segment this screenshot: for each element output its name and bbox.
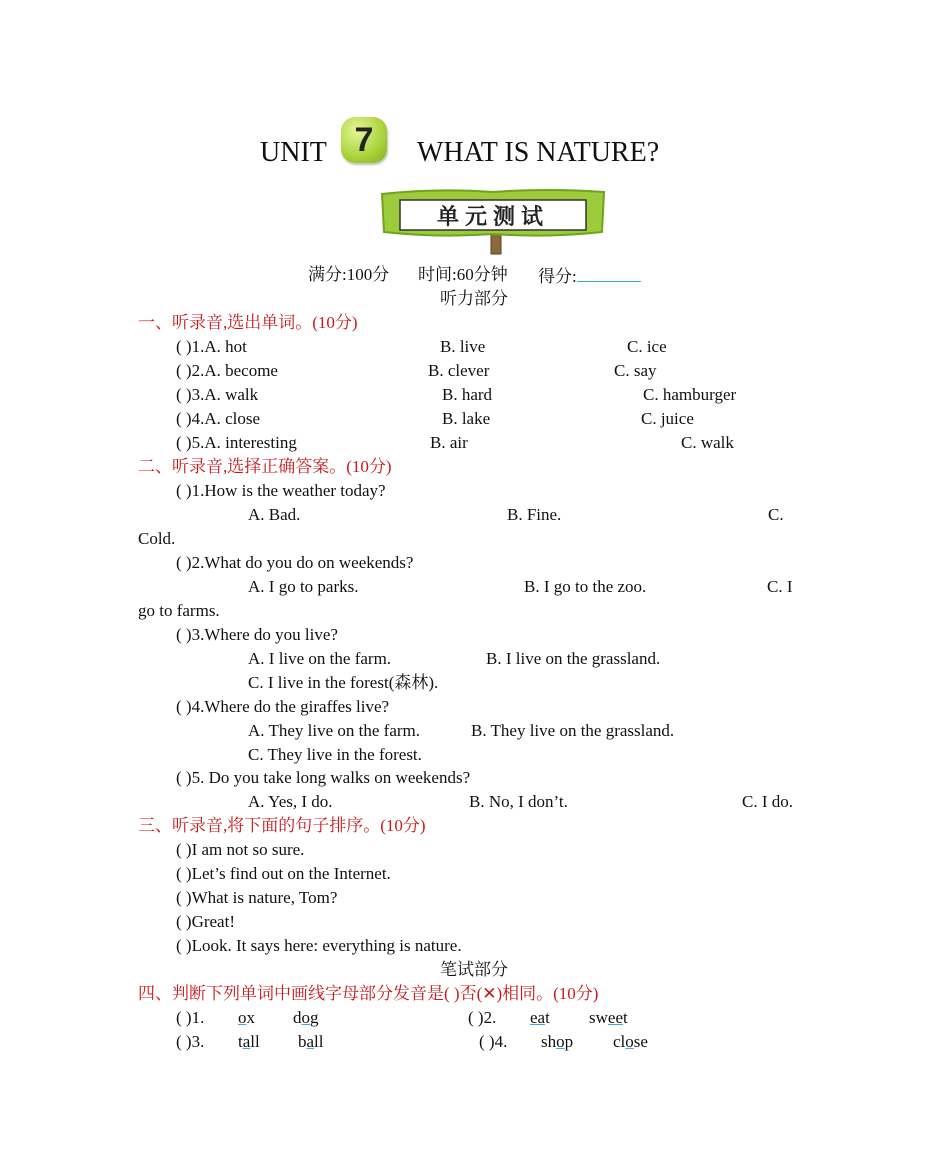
- s3-item2: ( )Let’s find out on the Internet.: [176, 864, 391, 883]
- score-blank[interactable]: [577, 265, 641, 282]
- s1-q2: ( )2.A. become: [176, 361, 278, 380]
- s4-q2-word2: sweet: [589, 1008, 628, 1027]
- underlined-letters: o: [238, 1008, 247, 1027]
- s4-q4-word2: close: [613, 1032, 648, 1051]
- s4-q1-prefix: ( )1.: [176, 1008, 205, 1027]
- s2-q4-c: C. They live in the forest.: [248, 745, 422, 764]
- unit-label: UNIT: [260, 137, 327, 168]
- s1-q3-c: C. hamburger: [643, 385, 737, 404]
- s4-q4-prefix: ( )4.: [479, 1032, 508, 1051]
- s1-q2-b: B. clever: [428, 361, 490, 380]
- s4-q3-word1: tall: [238, 1032, 260, 1051]
- underlined-letters: a: [306, 1032, 315, 1051]
- s1-q5-c: C. walk: [681, 433, 734, 452]
- s2-q5: ( )5. Do you take long walks on weekends?: [176, 768, 471, 787]
- s2-q2-a: A. I go to parks.: [248, 577, 359, 596]
- s4-q2-word1: eat: [530, 1008, 550, 1027]
- s2-q1-b: B. Fine.: [507, 505, 562, 524]
- underlined-letters: o: [301, 1008, 310, 1027]
- s1-q1-c: C. ice: [627, 337, 667, 356]
- s2-q2: ( )2.What do you do on weekends?: [176, 553, 414, 572]
- sign-text: 单元测试: [436, 205, 550, 230]
- sign-board-graphic: [378, 186, 608, 256]
- unit-title: WHAT IS NATURE?: [417, 137, 660, 168]
- s2-q4: ( )4.Where do the giraffes live?: [176, 697, 390, 716]
- s1-q4-b: B. lake: [442, 409, 491, 428]
- s4-q1-word2: dog: [293, 1008, 319, 1027]
- s2-q4-a: A. They live on the farm.: [248, 721, 421, 740]
- s4-q3-word2: ball: [298, 1032, 324, 1051]
- s1-q2-c: C. say: [614, 361, 657, 380]
- unit-number-badge: [341, 117, 387, 163]
- s2-q1-c-end: Cold.: [138, 529, 176, 548]
- underlined-letters: o: [625, 1032, 634, 1051]
- underlined-letters: a: [242, 1032, 251, 1051]
- section1-title: 一、听录音,选出单词。(10分): [138, 313, 358, 332]
- s2-q1-a: A. Bad.: [248, 505, 301, 524]
- underlined-letters: ea: [530, 1008, 546, 1027]
- time-limit: 时间:60分钟: [418, 265, 508, 284]
- full-score: 满分:100分: [308, 265, 390, 284]
- section3-title: 三、听录音,将下面的句子排序。(10分): [138, 816, 426, 835]
- score-label: 得分:: [538, 267, 577, 286]
- section4-title: 四、判断下列单词中画线字母部分发音是( )否(✕)相同。(10分): [138, 984, 599, 1003]
- s1-q5-b: B. air: [430, 433, 468, 452]
- s2-q2-c-start: C. I: [767, 577, 793, 596]
- s1-q4: ( )4.A. close: [176, 409, 261, 428]
- s1-q1-b: B. live: [440, 337, 486, 356]
- score-field: [538, 265, 641, 287]
- s2-q1-c-start: C.: [768, 505, 784, 524]
- s4-q1-word1: ox: [238, 1008, 255, 1027]
- s1-q5: ( )5.A. interesting: [176, 433, 297, 452]
- s3-item4: ( )Great!: [176, 912, 235, 931]
- s2-q4-b: B. They live on the grassland.: [471, 721, 675, 740]
- listening-part-heading: 听力部分: [440, 289, 508, 308]
- s2-q3: ( )3.Where do you live?: [176, 625, 338, 644]
- s2-q3-c: C. I live in the forest(森林).: [248, 673, 439, 692]
- s4-q2-prefix: ( )2.: [468, 1008, 497, 1027]
- section2-title: 二、听录音,选择正确答案。(10分): [138, 457, 392, 476]
- s4-q4-word1: shop: [541, 1032, 574, 1051]
- s2-q5-b: B. No, I don’t.: [469, 792, 568, 811]
- s3-item5: ( )Look. It says here: everything is nature.: [176, 936, 462, 955]
- s3-item3: ( )What is nature, Tom?: [176, 888, 338, 907]
- s1-q3-b: B. hard: [442, 385, 493, 404]
- s2-q5-a: A. Yes, I do.: [248, 792, 333, 811]
- s4-q3-prefix: ( )3.: [176, 1032, 205, 1051]
- s2-q2-b: B. I go to the zoo.: [524, 577, 647, 596]
- s2-q3-b: B. I live on the grassland.: [486, 649, 661, 668]
- underlined-letters: ee: [607, 1008, 623, 1027]
- unit-number: 7: [354, 121, 374, 159]
- s1-q1: ( )1.A. hot: [176, 337, 247, 356]
- s2-q5-c: C. I do.: [742, 792, 793, 811]
- s1-q3: ( )3.A. walk: [176, 385, 259, 404]
- s2-q1: ( )1.How is the weather today?: [176, 481, 386, 500]
- underlined-letters: o: [556, 1032, 565, 1051]
- s3-item1: ( )I am not so sure.: [176, 840, 305, 859]
- writing-part-heading: 笔试部分: [440, 960, 508, 979]
- s1-q4-c: C. juice: [641, 409, 694, 428]
- s2-q3-a: A. I live on the farm.: [248, 649, 392, 668]
- unit-test-sign: [378, 186, 608, 256]
- s2-q2-c-end: go to farms.: [138, 601, 220, 620]
